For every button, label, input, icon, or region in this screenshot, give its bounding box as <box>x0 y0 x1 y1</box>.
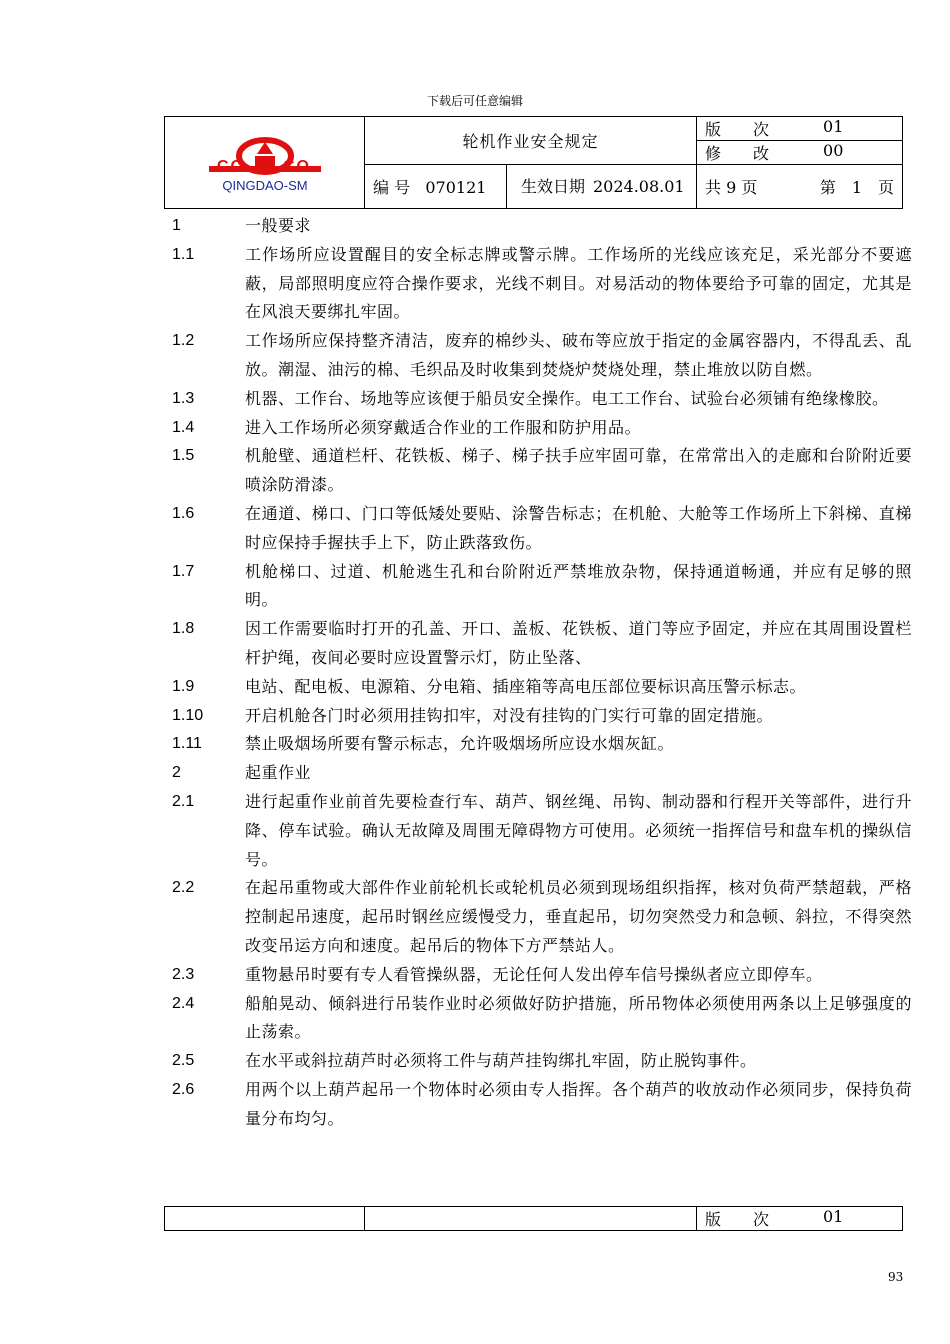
svg-text:CO: CO <box>282 157 311 175</box>
list-item: 1.3 机器、工作台、场地等应该便于船员安全操作。电工工作台、试验台必须铺有绝缘橡胶。 <box>172 388 889 408</box>
version-label: 版 次 <box>705 120 770 139</box>
revision-label: 修 改 <box>705 144 770 163</box>
cosco-logo-icon <box>195 126 335 196</box>
document-header-table <box>164 116 903 209</box>
number-cell <box>365 165 507 209</box>
next-version-value: 01 <box>823 1207 844 1226</box>
revision-cell <box>697 141 903 165</box>
effective-date-label: 生效日期 <box>521 176 586 196</box>
list-item: 1.9 电站、配电板、电源箱、分电箱、插座箱等高电压部位要标识高压警示标志。 <box>172 676 807 696</box>
version-cell <box>697 117 903 141</box>
number-label: 编 号 <box>373 178 411 197</box>
list-item: 2.1 进行起重作业前首先要检查行车、葫芦、钢丝绳、吊钩、制动器和行程开关等部件，进行升降、停车试验。确认无故障及周围无障碍物方可使用。必须统一指挥信号和盘车机的操纵信号。 <box>172 791 912 869</box>
list-item: 2.4 船舶晃动、倾斜进行吊装作业时必须做好防护措施，所吊物体必须使用两条以上足够强度的止荡索。 <box>172 993 912 1042</box>
next-version-cell <box>697 1207 903 1231</box>
list-item: 1.5 机舱壁、通道栏杆、花铁板、梯子、梯子扶手应牢固可靠，在常常出入的走廊和台阶附近要喷涂防滑漆。 <box>172 446 912 495</box>
list-item: 1.6 在通道、梯口、门口等低矮处要贴、涂警告标志；在机舱、大舱等工作场所上下斜梯、直梯时应保持手握扶手上下，防止跌落致伤。 <box>172 503 912 552</box>
list-item: 1.8 因工作需要临时打开的孔盖、开口、盖板、花铁板、道门等应予固定，并应在其周围设置栏杆护绳，夜间必要时应设置警示灯，防止坠落、 <box>172 619 912 667</box>
number-value: 070121 <box>425 178 487 197</box>
list-item: 2 起重作业 <box>172 763 312 783</box>
list-item: 1.2 工作场所应保持整齐清洁，废弃的棉纱头、破布等应放于指定的金属容器内，不得乱丢、乱放。潮湿、油污的棉、毛织品及时收集到焚烧炉焚烧处理，禁止堆放以防自燃。 <box>172 331 912 379</box>
list-item: 2.6 用两个以上葫芦起吊一个物体时必须由专人指挥。各个葫芦的收放动作必须同步，保持负荷量分布均匀。 <box>172 1079 912 1128</box>
list-item: 1 一般要求 <box>172 216 312 235</box>
list-item: 1.11 禁止吸烟场所要有警示标志，允许吸烟场所应设水烟灰缸。 <box>172 734 675 754</box>
document-body <box>172 212 912 1134</box>
list-item: 1.10 开启机舱各门时必须用挂钩扣牢，对没有挂钩的门实行可靠的固定措施。 <box>172 705 774 725</box>
page-number: 93 <box>888 1270 904 1284</box>
top-note: 下载后可任意编辑 <box>426 94 523 108</box>
next-logo-cell <box>165 1207 365 1231</box>
version-value: 01 <box>823 117 844 136</box>
revision-value: 00 <box>823 141 844 160</box>
document-title: 轮机作业安全规定 <box>365 117 697 165</box>
list-item: 2.2 在起吊重物或大部件作业前轮机长或轮机员必须到现场组织指挥，核对负荷严禁超载，严格控制起吊速度，起吊时钢丝应缓慢受力，垂直起吊，切勿突然受力和急顿、斜拉，不得突然改变吊运方向和速度。起吊后的物体下方严禁站人。 <box>172 878 912 955</box>
effective-date-value: 2024.08.01 <box>593 176 685 196</box>
list-item: 2.3 重物悬吊时要有专人看管操纵器，无论任何人发出停车信号操纵者应立即停车。 <box>172 964 823 984</box>
next-title-cell <box>365 1207 697 1231</box>
list-item: 2.5 在水平或斜拉葫芦时必须将工件与葫芦挂钩绑扎牢固，防止脱钩事件。 <box>172 1051 757 1071</box>
next-page-header-table <box>164 1206 903 1231</box>
page-info-cell <box>697 165 903 209</box>
list-item: 1.7 机舱梯口、过道、机舱逃生孔和台阶附近严禁堆放杂物，保持通道畅通，并应有足够的照明。 <box>172 561 912 610</box>
logo-text: QINGDAO-SM <box>221 177 308 193</box>
page-current: 第 1 页 <box>819 178 895 197</box>
svg-text:CO: CO <box>216 157 245 175</box>
logo-cell <box>165 117 365 209</box>
list-item: 1.4 进入工作场所必须穿戴适合作业的工作服和防护用品。 <box>172 417 642 437</box>
effective-date-cell <box>507 165 697 209</box>
next-version-label: 版 次 <box>705 1210 770 1229</box>
list-item: 1.1 工作场所应设置醒目的安全标志牌或警示牌。工作场所的光线应该充足，采光部分不要遮蔽，局部照明度应符合操作要求，光线不刺目。对易活动的物体要给予可靠的固定，尤其是在风浪天要绑扎牢固。 <box>172 244 912 322</box>
pages-total: 共 9 页 <box>705 178 758 197</box>
